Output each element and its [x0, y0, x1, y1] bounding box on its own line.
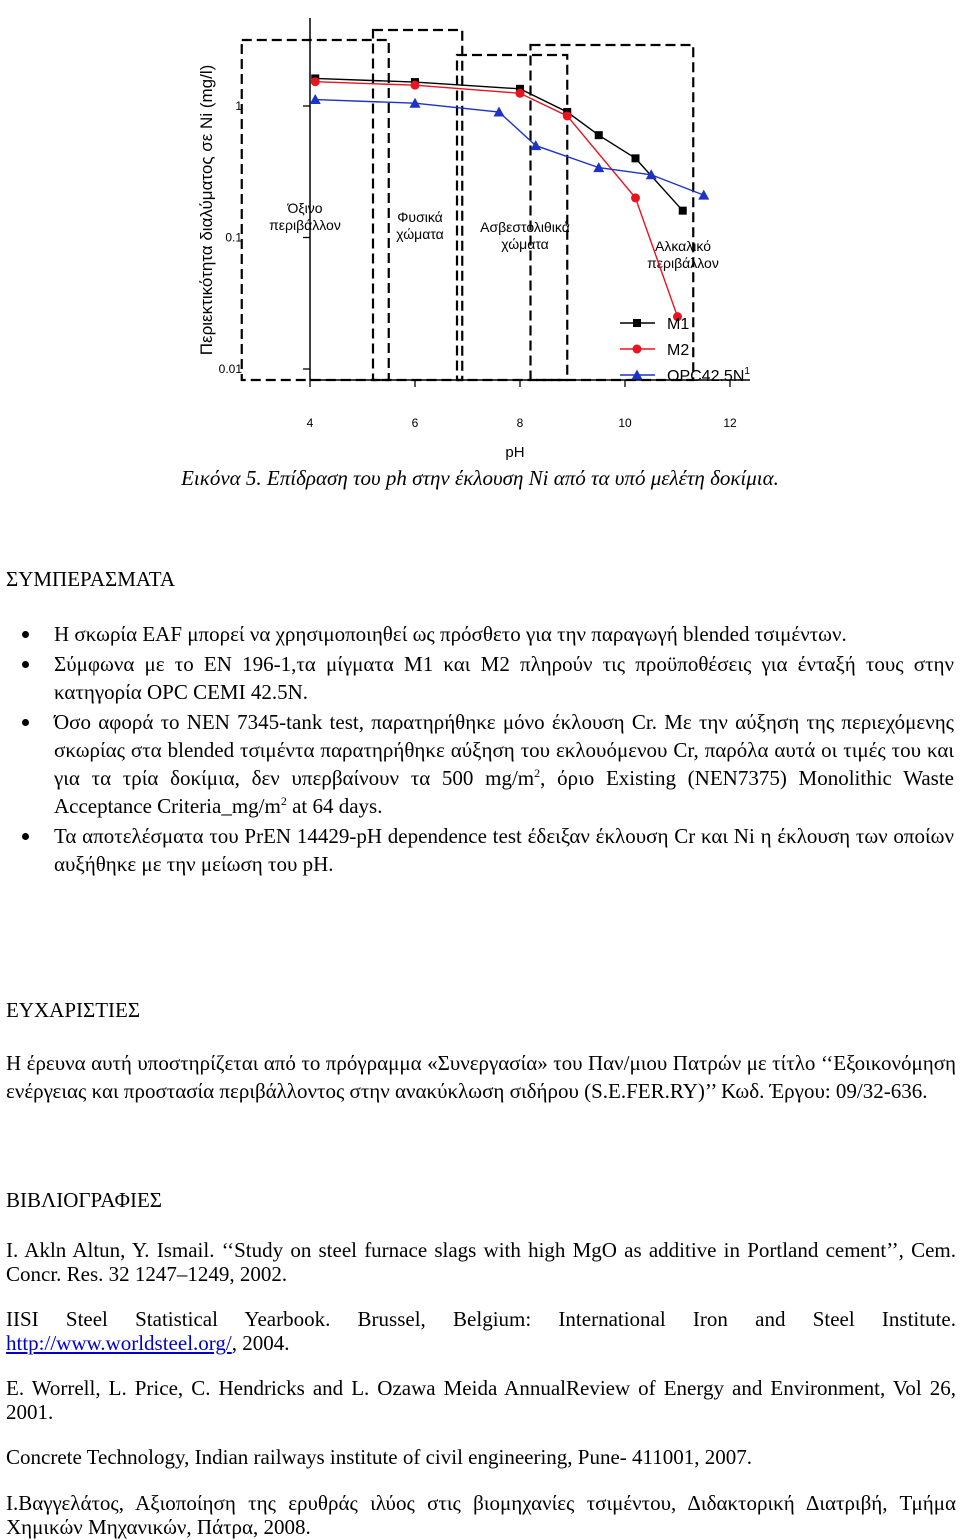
- conclusion-item: Σύμφωνα με το EN 196-1,τα μίγματα Μ1 και Μ2 πληρούν τις προϋποθέσεις για ένταξή τους στην κατηγορία OPC CEMI 42.5N.: [0, 650, 960, 706]
- data-point: [563, 111, 572, 120]
- data-point: [633, 345, 642, 354]
- region-label: χώματα: [501, 236, 549, 252]
- data-point: [516, 89, 525, 98]
- region-label: Ασβεστολιθικά: [480, 219, 570, 235]
- x-axis-label: pH: [505, 444, 525, 461]
- reference-item: I. Akln Altun, Y. Ismail. ‘‘Study on steel furnace slags with high MgO as additive in Portland cement’’, Cem. Concr. Res. 32 1247–1249, 2002.: [6, 1238, 956, 1286]
- series-line: [315, 82, 677, 317]
- region-label: περιβάλλον: [269, 217, 341, 233]
- conclusions-heading: ΣΥΜΠΕΡΑΣΜΑΤΑ: [6, 567, 176, 591]
- data-point: [411, 81, 420, 90]
- acknowledgements-text: Η έρευνα αυτή υποστηρίζεται από το πρόγραμμα «Συνεργασία» του Παν/μιου Πατρών με τίτλο ‘‘Εξοικονόμηση ενέργειας και προστασία περιβάλλοντος στην ανακύκλωση σιδήρου (S.E.FER.RY)’’ Κωδ. Έργου: 09/32-636.: [6, 1051, 956, 1103]
- reference-item: Ι.Βαγγελάτος, Αξιοποίηση της ερυθράς ιλύος στις βιομηχανίες τσιμέντου, Διδακτορική Διατριβή, Τμήμα Χημικών Μηχανικών, Πάτρα, 2008.: [6, 1491, 956, 1539]
- region-label: χώματα: [396, 226, 444, 242]
- region-label: Αλκαλικό: [655, 238, 711, 254]
- data-point: [595, 131, 603, 139]
- x-tick-label: 8: [516, 416, 524, 430]
- y-tick-label: 0.01: [218, 362, 242, 376]
- data-point: [633, 319, 641, 327]
- data-point: [311, 77, 320, 86]
- y-tick-label: 1: [235, 99, 242, 113]
- reference-item: IISI Steel Statistical Yearbook. Brussel, Belgium: International Iron and Steel Institute. http://www.worldsteel.org/, 2004.: [6, 1307, 956, 1355]
- x-tick-label: 4: [306, 416, 314, 430]
- x-tick-label: 10: [618, 416, 632, 430]
- data-point: [679, 207, 687, 215]
- ph-leaching-chart: [150, 0, 790, 470]
- region-label: Φυσικά: [397, 209, 443, 225]
- conclusion-item: Η σκωρία EAF μπορεί να χρησιμοποιηθεί ως πρόσθετο για την παραγωγή blended τσιμέντων.: [0, 620, 960, 648]
- data-point: [632, 154, 640, 162]
- y-tick-label: 0.1: [225, 230, 242, 245]
- figure-caption: Εικόνα 5. Επίδραση του ph στην έκλουση Ni από τα υπό μελέτη δοκίμια.: [181, 466, 779, 490]
- region-label: περιβάλλον: [647, 255, 719, 271]
- reference-item: Concrete Technology, Indian railways institute of civil engineering, Pune- 411001, 2007.: [6, 1445, 753, 1469]
- reference-item: E. Worrell, L. Price, C. Hendricks and L. Ozawa Meida AnnualReview of Energy and Environment, Vol 26, 2001.: [6, 1376, 956, 1424]
- data-point: [631, 193, 640, 202]
- conclusion-item: Τα αποτελέσματα του PrEN 14429-pH dependence test έδειξαν έκλουση Cr και Ni η έκλουση των οποίων αυξήθηκε με την μείωση του pH.: [0, 822, 960, 878]
- legend-label: M2: [667, 342, 690, 359]
- x-tick-label: 6: [411, 416, 419, 430]
- y-axis-label: Περιεκτικότητα διαλύματος σε Ni (mg/l): [197, 64, 216, 356]
- acknowledgements-heading: ΕΥΧΑΡΙΣΤΙΕΣ: [6, 998, 141, 1022]
- x-tick-label: 12: [723, 416, 737, 430]
- data-point: [593, 162, 604, 172]
- legend-label: M1: [667, 316, 690, 333]
- legend-label: $OPC42.5N^1$: [667, 366, 750, 385]
- conclusion-item: Όσο αφορά το NEN 7345-tank test, παρατηρήθηκε μόνο έκλουση Cr. Με την αύξηση της περιεχόμενης σκωρίας στα blended τσιμέντα παρατηρήθηκε αύξηση του εκλουόμενου Cr, παρόλα αυτά οι τιμές του και για τα τρία δοκίμια, δεν υπερβαίνουν τα 500 $mg/m^2$, όριο Existing (NEN7375) Monolithic Waste Acceptance $Criteria\_mg/m^2$ at 64 days.: [0, 708, 960, 820]
- data-point: [698, 190, 709, 200]
- references-heading: ΒΙΒΛΙΟΓΡΑΦΙΕΣ: [6, 1188, 163, 1212]
- worldsteel-link[interactable]: http://www.worldsteel.org/: [6, 1331, 232, 1355]
- region-label: Όξινο: [287, 200, 323, 216]
- conclusions-list: [0, 620, 960, 880]
- series-line: [315, 78, 683, 210]
